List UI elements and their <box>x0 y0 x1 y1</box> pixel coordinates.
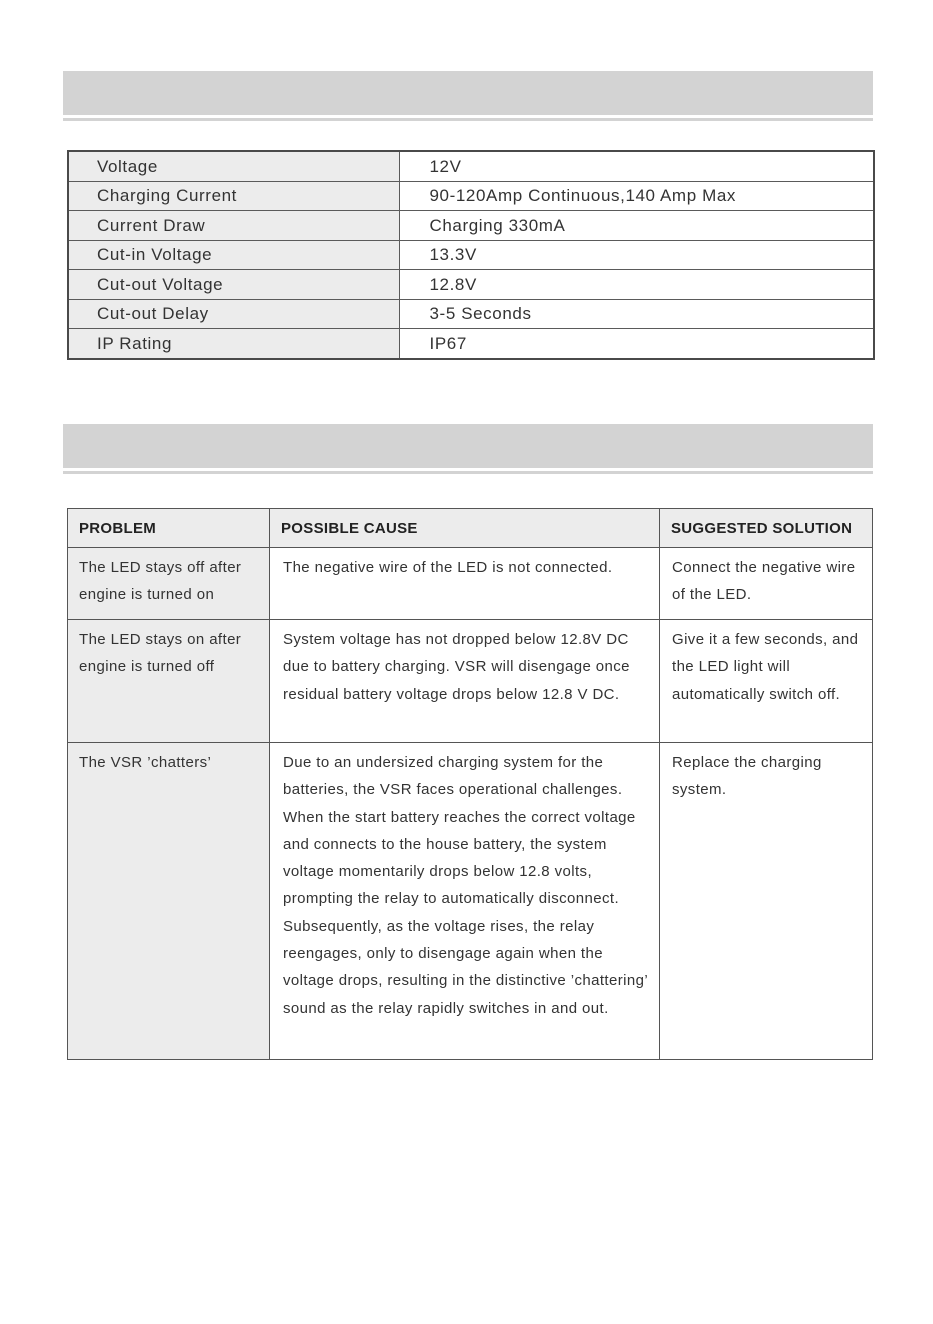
table-row <box>68 548 873 620</box>
table-row <box>68 299 874 329</box>
table-row <box>68 211 874 241</box>
problem-cell: The LED stays on after engine is turned off <box>68 620 270 743</box>
solution-column-header: SUGGESTED SOLUTION <box>660 509 873 548</box>
spec-value: IP67 <box>399 329 874 359</box>
table-row <box>68 329 874 359</box>
spec-value: 3-5 Seconds <box>399 299 874 329</box>
cause-cell: The negative wire of the LED is not connected. <box>270 548 660 620</box>
specifications-header-bar <box>63 71 873 115</box>
spec-value: 12V <box>399 151 874 181</box>
spec-label: Cut-out Voltage <box>68 270 399 300</box>
section-divider <box>63 471 873 474</box>
cause-column-header: POSSIBLE CAUSE <box>270 509 660 548</box>
spec-value: 12.8V <box>399 270 874 300</box>
problem-cell: The LED stays off after engine is turned on <box>68 548 270 620</box>
table-row <box>68 240 874 270</box>
spec-label: Voltage <box>68 151 399 181</box>
table-row <box>68 743 873 1060</box>
problem-column-header: PROBLEM <box>68 509 270 548</box>
spec-value: Charging 330mA <box>399 211 874 241</box>
spec-value: 13.3V <box>399 240 874 270</box>
spec-label: IP Rating <box>68 329 399 359</box>
cause-cell: Due to an undersized charging system for the batteries, the VSR faces operational challenges. When the start battery reaches the correct voltage and connects to the house battery, the system voltage momentarily drops below 12.8 volts, prompting the relay to automatically disconnect. Subsequently, as the voltage rises, the relay reengages, only to disengage again when the voltage drops, resulting in the distinctive ’chattering’ sound as the relay rapidly switches in and out. <box>270 743 660 1060</box>
table-row <box>68 151 874 181</box>
solution-cell: Give it a few seconds, and the LED light will automatically switch off. <box>660 620 873 743</box>
problem-cell: The VSR ’chatters’ <box>68 743 270 1060</box>
spec-label: Charging Current <box>68 181 399 211</box>
spec-label: Cut-in Voltage <box>68 240 399 270</box>
specifications-table <box>67 150 875 360</box>
table-row <box>68 620 873 743</box>
solution-cell: Replace the charging system. <box>660 743 873 1060</box>
table-row <box>68 181 874 211</box>
troubleshooting-header-bar <box>63 424 873 468</box>
section-divider <box>63 118 873 121</box>
solution-cell: Connect the negative wire of the LED. <box>660 548 873 620</box>
spec-label: Current Draw <box>68 211 399 241</box>
troubleshooting-table <box>67 508 873 1060</box>
spec-label: Cut-out Delay <box>68 299 399 329</box>
spec-value: 90-120Amp Continuous,140 Amp Max <box>399 181 874 211</box>
table-header-row <box>68 509 873 548</box>
cause-cell: System voltage has not dropped below 12.8V DC due to battery charging. VSR will disengage once residual battery voltage drops below 12.8 V DC. <box>270 620 660 743</box>
table-row <box>68 270 874 300</box>
